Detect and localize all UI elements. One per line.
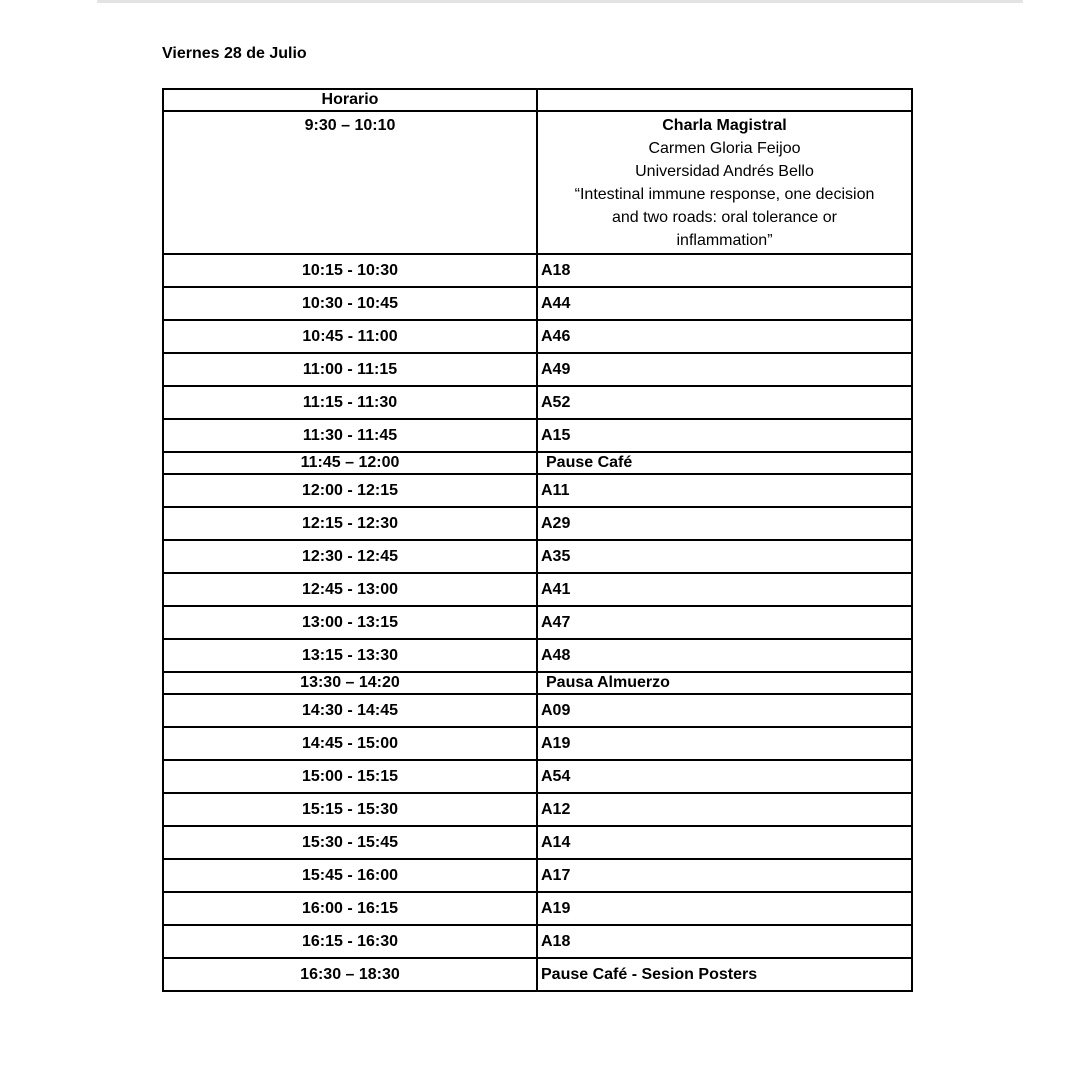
slot-time: 13:00 - 13:15 [163,606,537,639]
table-row [163,606,912,639]
table-row [163,573,912,606]
slot-time: 11:45 – 12:00 [163,452,537,474]
table-row [163,826,912,859]
slot-activity: A19 [537,727,912,760]
slot-time: 11:00 - 11:15 [163,353,537,386]
slot-activity: A49 [537,353,912,386]
slot-time: 12:00 - 12:15 [163,474,537,507]
slot-time: 12:45 - 13:00 [163,573,537,606]
keynote-talk-line-3: inflammation” [676,232,773,249]
table-row [163,694,912,727]
slot-activity: A35 [537,540,912,573]
slot-time: 13:15 - 13:30 [163,639,537,672]
table-row [163,386,912,419]
keynote-title: Charla Magistral [662,117,787,134]
page-top-edge [97,0,1023,3]
slot-time: 15:30 - 15:45 [163,826,537,859]
table-row [163,925,912,958]
slot-activity: A19 [537,892,912,925]
schedule-table [162,88,913,992]
slot-activity: A18 [537,254,912,287]
slot-activity: A47 [537,606,912,639]
slot-activity: A17 [537,859,912,892]
slot-time: 16:30 – 18:30 [163,958,537,991]
slot-activity: Pause Café - Sesion Posters [537,958,912,991]
slot-time: 16:15 - 16:30 [163,925,537,958]
slot-activity: Pausa Almuerzo [537,672,912,694]
poster-session-row [163,958,912,991]
keynote-talk-line-2: and two roads: oral tolerance or [611,209,837,226]
slot-activity: A44 [537,287,912,320]
slot-activity: A52 [537,386,912,419]
table-header-row [163,89,912,111]
table-row [163,287,912,320]
slot-time: 15:15 - 15:30 [163,793,537,826]
coffee-break-row [163,452,912,474]
slot-time: 13:30 – 14:20 [163,672,537,694]
slot-activity: A54 [537,760,912,793]
slot-time: 14:30 - 14:45 [163,694,537,727]
page-title: Viernes 28 de Julio [162,45,307,62]
slot-activity: A46 [537,320,912,353]
table-row [163,353,912,386]
header-activity [537,89,912,111]
table-row [163,507,912,540]
slot-activity: A09 [537,694,912,727]
slot-time: 10:15 - 10:30 [163,254,537,287]
lunch-break-row [163,672,912,694]
table-row [163,320,912,353]
slot-time: 16:00 - 16:15 [163,892,537,925]
slot-time: 15:00 - 15:15 [163,760,537,793]
slot-activity: A18 [537,925,912,958]
slot-time: 14:45 - 15:00 [163,727,537,760]
slot-time: 12:30 - 12:45 [163,540,537,573]
table-row [163,419,912,452]
slot-activity: A14 [537,826,912,859]
keynote-speaker: Carmen Gloria Feijoo [648,140,801,157]
table-row [163,639,912,672]
slot-activity: A29 [537,507,912,540]
slot-activity: A11 [537,474,912,507]
keynote-institution: Universidad Andrés Bello [635,163,814,180]
keynote-row [163,111,912,254]
table-row [163,254,912,287]
slot-time: 10:30 - 10:45 [163,287,537,320]
slot-time: 11:30 - 11:45 [163,419,537,452]
table-row [163,727,912,760]
keynote-talk-line-1: “Intestinal immune response, one decision [574,186,875,203]
keynote-time: 9:30 – 10:10 [163,111,537,254]
slot-time: 11:15 - 11:30 [163,386,537,419]
slot-time: 12:15 - 12:30 [163,507,537,540]
slot-activity: A15 [537,419,912,452]
slot-activity: Pause Café [537,452,912,474]
table-row [163,760,912,793]
slot-time: 15:45 - 16:00 [163,859,537,892]
slot-activity: A41 [537,573,912,606]
keynote-details [537,111,912,254]
table-row [163,892,912,925]
slot-activity: A48 [537,639,912,672]
table-row [163,859,912,892]
table-row [163,793,912,826]
slot-activity: A12 [537,793,912,826]
table-row [163,540,912,573]
table-row [163,474,912,507]
slot-time: 10:45 - 11:00 [163,320,537,353]
header-horario: Horario [163,89,537,111]
